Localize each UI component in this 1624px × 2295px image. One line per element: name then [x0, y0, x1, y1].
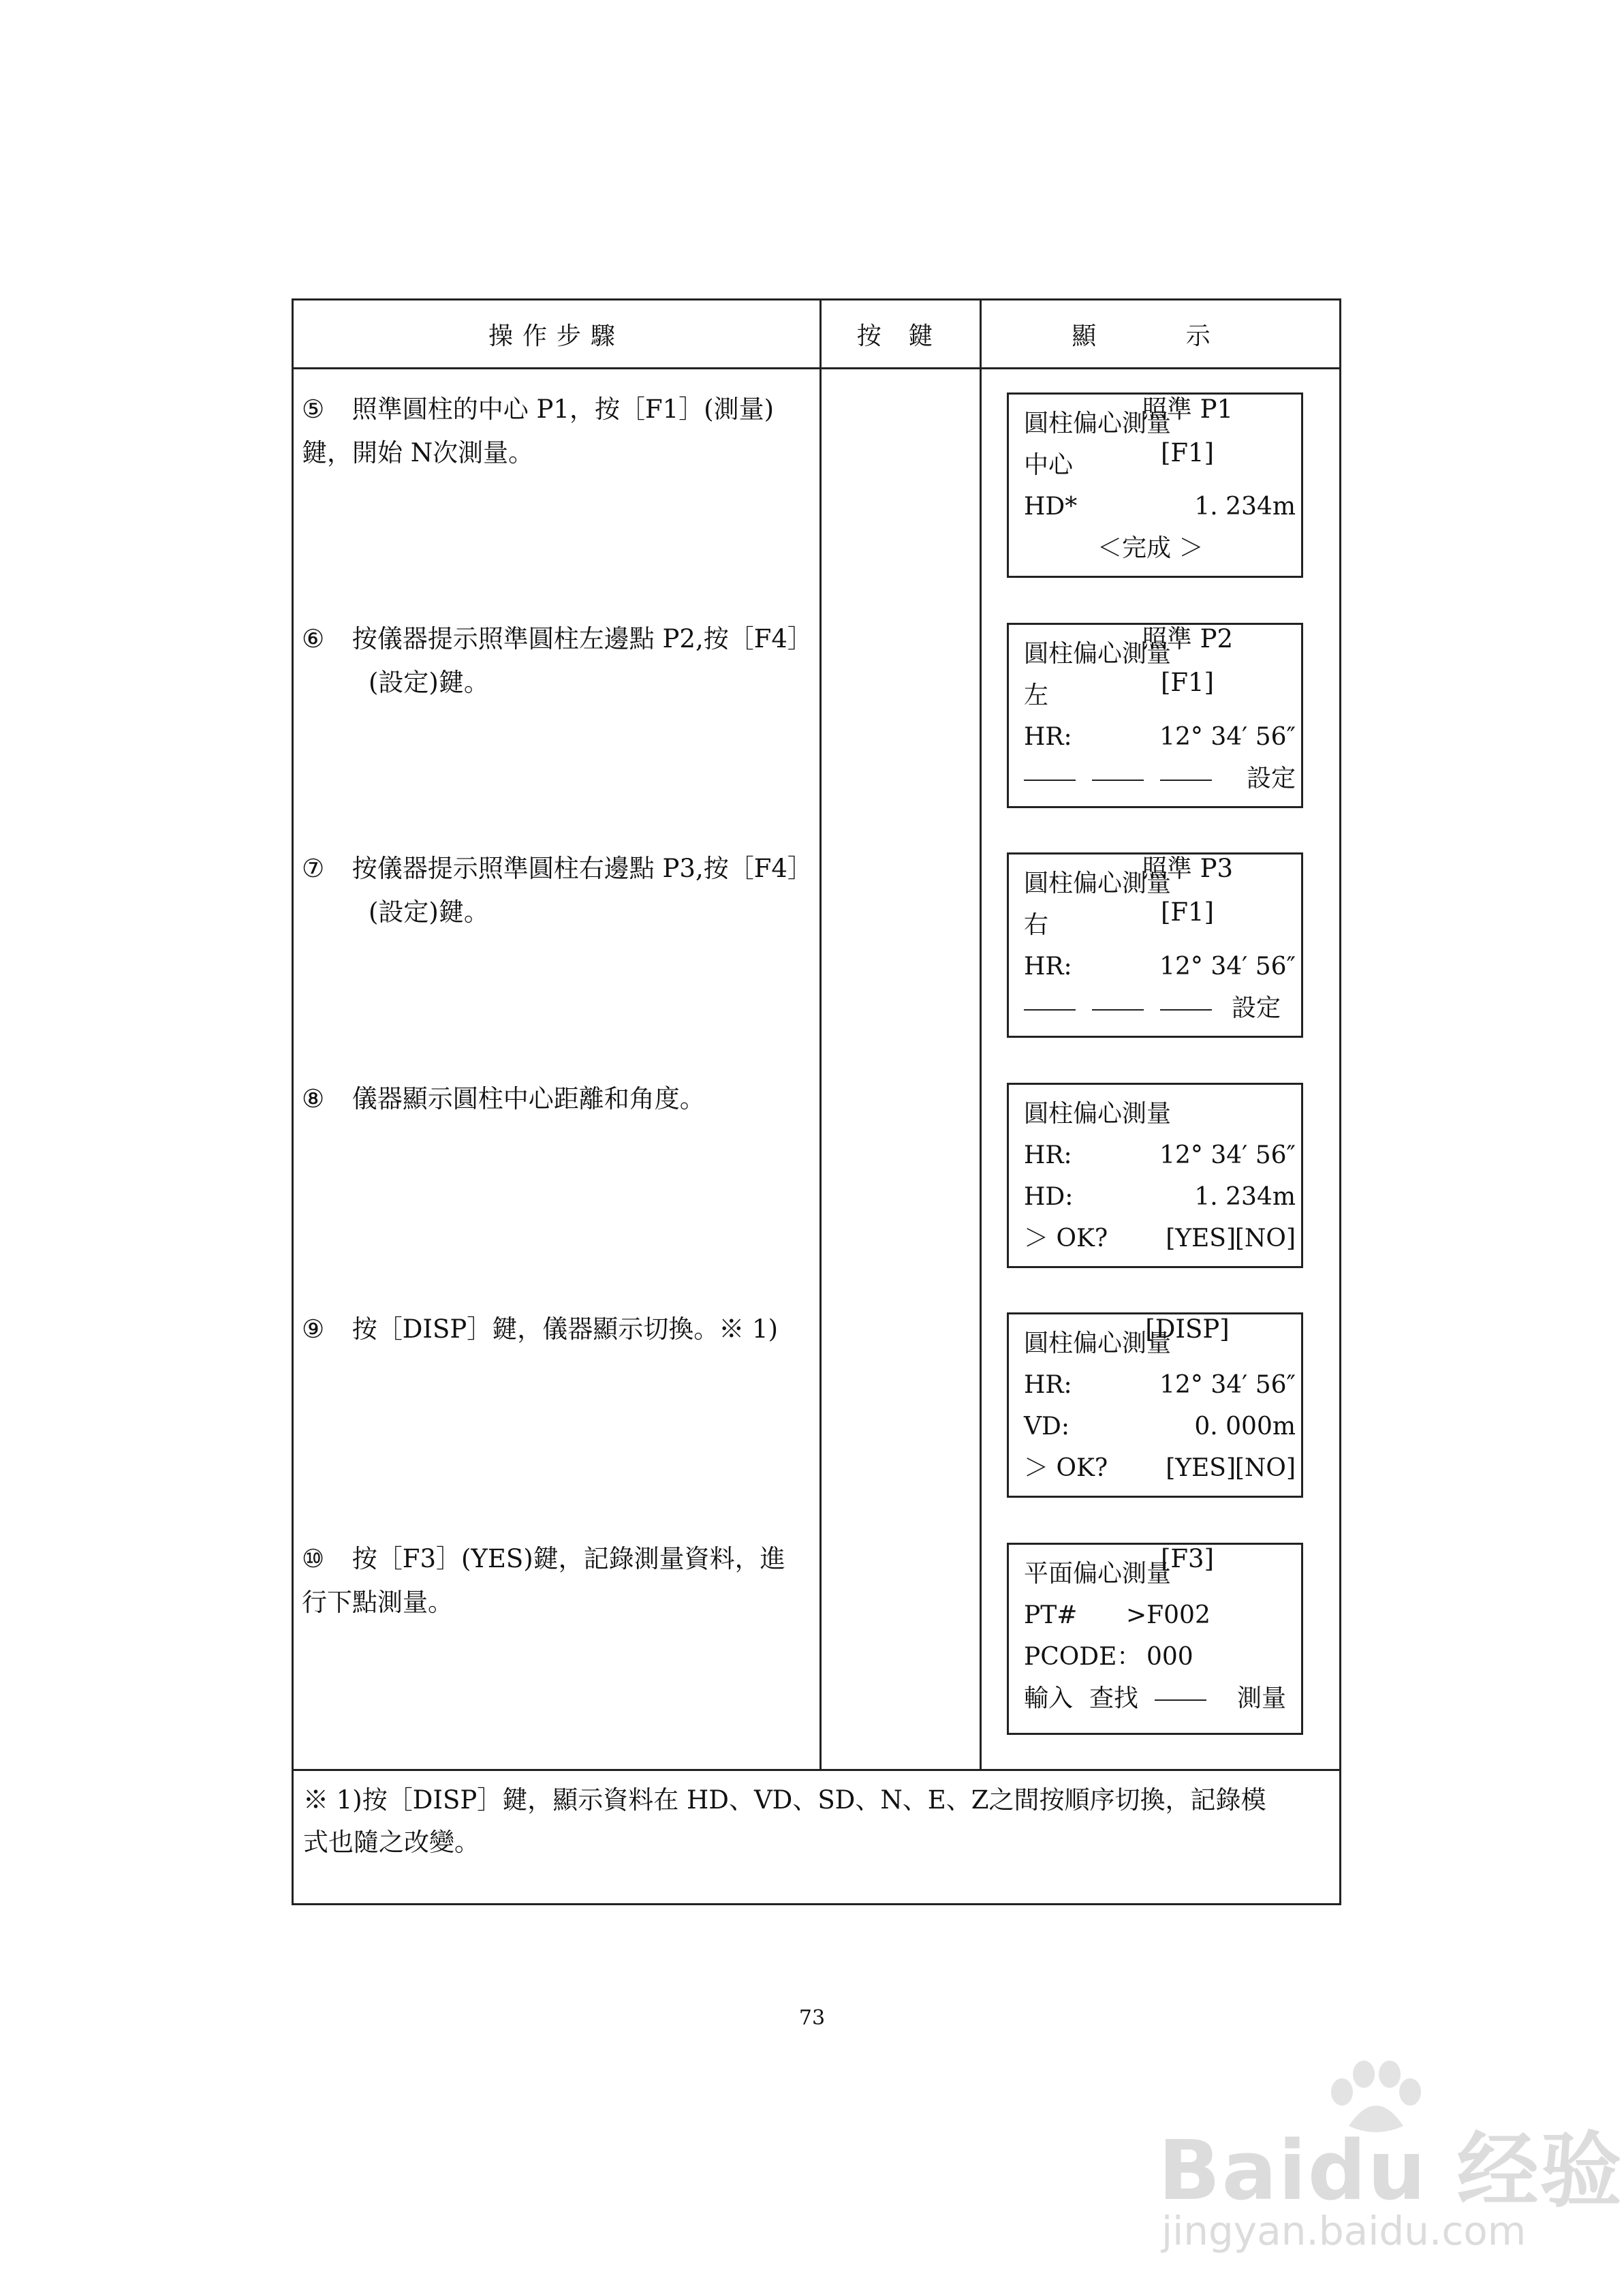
page-number: 73 [798, 2006, 826, 2030]
watermark-url: jingyan.baidu.com [1161, 2208, 1527, 2254]
screen-prompt: ＞ OK? [1024, 1454, 1108, 1482]
screen-title: 圓柱偏心測量 [1024, 1100, 1172, 1128]
screen-title: 圓柱偏心測量 [1024, 1329, 1172, 1357]
key-text: 照準 P1 [1141, 395, 1234, 424]
dash-separator [1092, 1009, 1144, 1011]
step-5 [302, 388, 1099, 475]
screen-line: 左 [1024, 681, 1049, 709]
screen-softkey: [NO] [1234, 1224, 1296, 1252]
screen-label: HR: [1024, 1371, 1072, 1399]
display-screen-9 [1007, 1312, 1303, 1498]
step-text: 行下點測量。 [302, 1588, 453, 1617]
step-text: 照準圓柱的中心 P1，按［F1］(測量) [352, 395, 775, 424]
step-text: 儀器顯示圓柱中心距離和角度。 [352, 1084, 705, 1113]
screen-softkey: 設定 [1246, 765, 1296, 792]
screen-value: 12° 34′ 56″ [1159, 723, 1296, 751]
screen-value: 1. 234m [1194, 493, 1296, 521]
note-divider [294, 1769, 1339, 1771]
screen-label: HD: [1024, 1183, 1074, 1211]
dash-separator [1024, 1009, 1076, 1011]
screen-value: 12° 34′ 56″ [1159, 953, 1296, 981]
dash-separator [1160, 1009, 1212, 1011]
step-text: 按儀器提示照準圓柱右邊點 P3,按［F4］ [352, 854, 813, 883]
screen-value: 000 [1146, 1643, 1193, 1671]
dash-separator [1024, 780, 1076, 781]
screen-label: VD: [1024, 1413, 1069, 1441]
procedure-table [292, 298, 1341, 1905]
key-text: [F1] [1160, 897, 1215, 927]
screen-softkey: [NO] [1234, 1454, 1296, 1482]
key-text: [DISP] [1145, 1314, 1230, 1344]
screen-label: HR: [1024, 1141, 1072, 1169]
step-number: ⑦ [302, 854, 325, 883]
screen-label: PCODE： [1024, 1643, 1142, 1671]
key-text: [F1] [1160, 438, 1215, 467]
step-text: 按儀器提示照準圓柱左邊點 P2,按［F4］ [352, 624, 813, 653]
display-screen-6 [1007, 623, 1303, 808]
step-text: 按［DISP］鍵，儀器顯示切換。※ 1) [352, 1314, 779, 1344]
step-number: ⑧ [302, 1084, 325, 1113]
footnote-line: ※ 1)按［DISP］鍵，顯示資料在 HD、VD、SD、N、E、Z之間按順序切換，記錄模 [303, 1785, 1266, 1815]
screen-label: PT# [1024, 1601, 1078, 1629]
screen-title: 平面偏心測量 [1024, 1560, 1172, 1588]
screen-value: >F002 [1126, 1601, 1211, 1629]
screen-value: 1. 234m [1194, 1183, 1296, 1211]
footnote-line: 式也隨之改變。 [303, 1828, 480, 1857]
header-display: 顯 示 [1072, 322, 1251, 350]
footnote [303, 1779, 1332, 1864]
step-7 [302, 847, 1099, 934]
step-10 [302, 1537, 1099, 1624]
screen-value: 12° 34′ 56″ [1159, 1141, 1296, 1169]
step-text: (設定)鍵。 [369, 897, 489, 927]
screen-label: HR: [1024, 723, 1072, 751]
step-text: 按［F3］(YES)鍵，記錄測量資料，進 [352, 1544, 785, 1573]
screen-line: 中心 [1024, 451, 1074, 479]
step-9 [302, 1308, 1099, 1351]
step-number: ⑨ [302, 1314, 325, 1344]
screen-softkey: 輸入 [1024, 1684, 1074, 1712]
screen-title: 圓柱偏心測量 [1024, 869, 1172, 897]
screen-title: 圓柱偏心測量 [1024, 640, 1172, 668]
screen-softkey: 測量 [1236, 1684, 1286, 1712]
screen-softkey: [YES] [1166, 1454, 1236, 1482]
step-number: ⑩ [302, 1544, 325, 1573]
step-number: ⑥ [302, 624, 325, 653]
header-divider [294, 367, 1339, 369]
key-text: [F1] [1160, 668, 1215, 697]
watermark-brand: Baidu 经验 [1158, 2124, 1623, 2219]
screen-label: HR: [1024, 953, 1072, 981]
screen-softkey: 查找 [1089, 1684, 1139, 1712]
step-6 [302, 617, 1099, 705]
screen-softkey: [YES] [1166, 1224, 1236, 1252]
display-screen-5 [1007, 392, 1303, 578]
screen-softkey: 設定 [1231, 994, 1281, 1022]
step-text: (設定)鍵。 [369, 668, 489, 697]
display-screen-7 [1007, 852, 1303, 1038]
screen-prompt: ＞ OK? [1024, 1224, 1108, 1252]
header-keys: 按 鍵 [856, 322, 943, 350]
step-8 [302, 1077, 1099, 1121]
display-screen-10 [1007, 1543, 1303, 1735]
key-text: 照準 P2 [1141, 624, 1234, 653]
dash-separator [1092, 780, 1144, 781]
dash-separator [1155, 1699, 1206, 1701]
screen-value: 12° 34′ 56″ [1159, 1371, 1296, 1399]
step-number: ⑤ [302, 395, 325, 424]
display-screen-8 [1007, 1083, 1303, 1268]
screen-line: ＜完成 ＞ [1097, 534, 1204, 562]
key-text: [F3] [1160, 1544, 1215, 1573]
screen-value: 0. 000m [1194, 1413, 1296, 1441]
screen-label: HD* [1024, 493, 1078, 521]
screen-title: 圓柱偏心測量 [1024, 410, 1172, 437]
step-text: 鍵，開始 N次測量。 [302, 438, 534, 467]
key-text: 照準 P3 [1141, 854, 1234, 883]
screen-line: 右 [1024, 911, 1049, 939]
dash-separator [1160, 780, 1212, 781]
header-steps: 操作步驟 [488, 322, 625, 350]
